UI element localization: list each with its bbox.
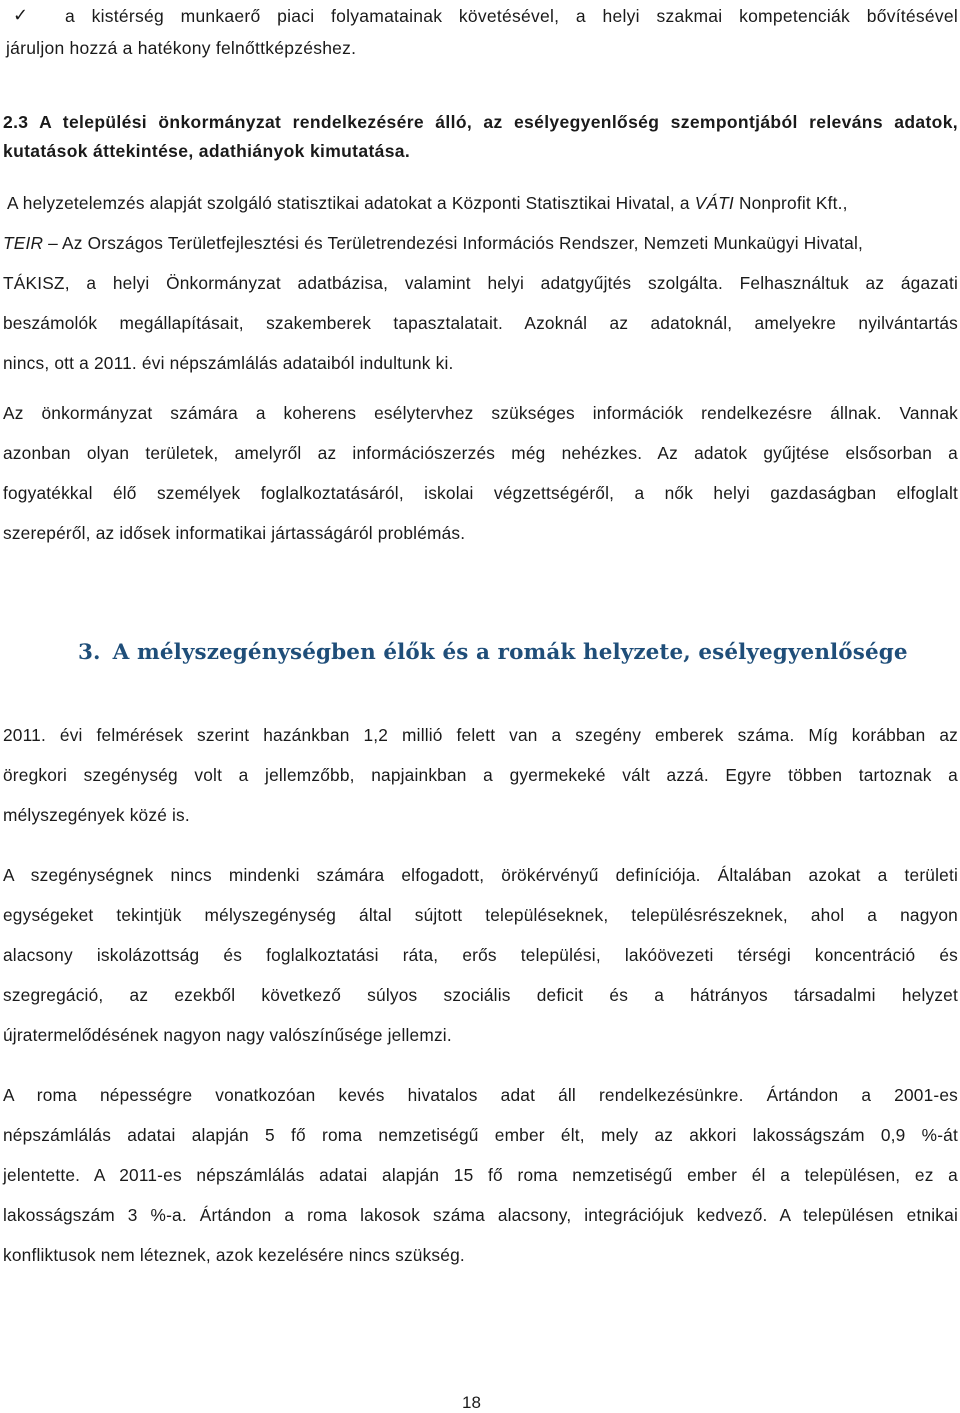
paragraph-roma-population (3, 1075, 958, 1275)
section-heading (78, 640, 908, 665)
paragraph-line: mélyszegények közé is. (3, 805, 190, 825)
section-subheading (3, 108, 958, 166)
paragraph-line: azonban olyan területek, amelyről az információszerzés még nehézkes. Az adatok gyűjtése elsősorban a (3, 443, 958, 463)
paragraph-line: öregkori szegénység volt a jellemzőbb, napjainkban a gyermekeké vált azzá. Egyre többen tartoznak a (3, 765, 958, 785)
paragraph-line: jelentette. A 2011-es népszámlálás adatai alapján 15 fő roma nemzetiségű ember él a településen, ez a (3, 1165, 958, 1185)
paragraph-line: A szegénységnek nincs mindenki számára elfogadott, örökérvényű definíciója. Általában azokat a területi (3, 865, 958, 885)
paragraph-line: egységeket tekintjük mélyszegénység által sújtott településeknek, településrészeknek, ahol a nagyon (3, 905, 958, 925)
paragraph-line: nincs, ott a 2011. évi népszámlálás adataiból indultunk ki. (3, 353, 454, 373)
checkmark-icon: ✓ (13, 5, 29, 26)
paragraph-data-sources (3, 183, 958, 383)
paragraph-line: A roma népességre vonatkozóan kevés hivatalos adat áll rendelkezésünkre. Ártándon a 2001-es (3, 1085, 958, 1105)
paragraph-line: A helyzetelemzés alapját szolgáló statisztikai adatokat a Központi Statisztikai Hivatal, a VÁTI Nonprofit Kft., (7, 193, 848, 213)
page-number: 18 (462, 1393, 481, 1412)
paragraph-line: TÁKISZ, a helyi Önkormányzat adatbázisa, valamint helyi adatgyűjtés szolgálta. Felhasználtuk az ágazati (3, 273, 958, 293)
bullet-line: a kistérség munkaerő piaci folyamatainak követésével, a helyi szakmai kompetenciák bővítésével (65, 6, 958, 26)
subheading-line: kutatások áttekintése, adathiányok kimutatása. (3, 141, 411, 161)
paragraph-line: alacsony iskolázottság és foglalkoztatási ráta, erős települési, lakóövezeti térségi koncentráció és (3, 945, 958, 965)
bullet-item (3, 0, 958, 70)
bullet-line: járuljon hozzá a hatékony felnőttképzéshez. (6, 38, 357, 58)
paragraph-line: konfliktusok nem léteznek, azok kezelésére nincs szükség. (3, 1245, 465, 1265)
paragraph-line: szerepéről, az idősek informatikai jártasságáról problémás. (3, 523, 466, 543)
paragraph-line: fogyatékkal élő személyek foglalkoztatásáról, iskolai végzettségéről, a nők helyi gazdaságban elfoglalt (3, 483, 958, 503)
paragraph-poverty-stats (3, 715, 958, 835)
paragraph-information (3, 393, 958, 553)
paragraph-line: szegregáció, az ezekből következő súlyos szociális deficit és a hátrányos társadalmi helyzet (3, 985, 958, 1005)
paragraph-line: TEIR – Az Országos Területfejlesztési és Területrendezési Információs Rendszer, Nemzeti Munkaügyi Hivatal, (3, 233, 864, 253)
subheading-line: 2.3 A települési önkormányzat rendelkezésére álló, az esélyegyenlőség szempontjából releváns adatok, (3, 112, 958, 132)
paragraph-line: 2011. évi felmérések szerint hazánkban 1,2 millió felett van a szegény emberek száma. Míg korábban az (3, 725, 958, 745)
paragraph-line: lakosságszám 3 %-a. Ártándon a roma lakosok száma alacsony, integrációjuk kedvező. A településen etnikai (3, 1205, 958, 1225)
paragraph-line: népszámlálás adatai alapján 5 fő roma nemzetiségű ember élt, mely az akkori lakosságszám 0,9 %-át (3, 1125, 958, 1145)
section-number: 3. (78, 640, 101, 665)
paragraph-line: újratermelődésének nagyon nagy valószínűsége jellemzi. (3, 1025, 452, 1045)
paragraph-line: Az önkormányzat számára a koherens esélytervhez szükséges információk rendelkezésre állnak. Vannak (3, 403, 958, 423)
section-title: A mélyszegénységben élők és a romák helyzete, esélyegyenlősége (112, 640, 908, 665)
paragraph-line: beszámolók megállapításait, szakemberek tapasztalatait. Azoknál az adatoknál, amelyekre nyilvántartás (3, 313, 958, 333)
paragraph-poverty-definition (3, 855, 958, 1055)
